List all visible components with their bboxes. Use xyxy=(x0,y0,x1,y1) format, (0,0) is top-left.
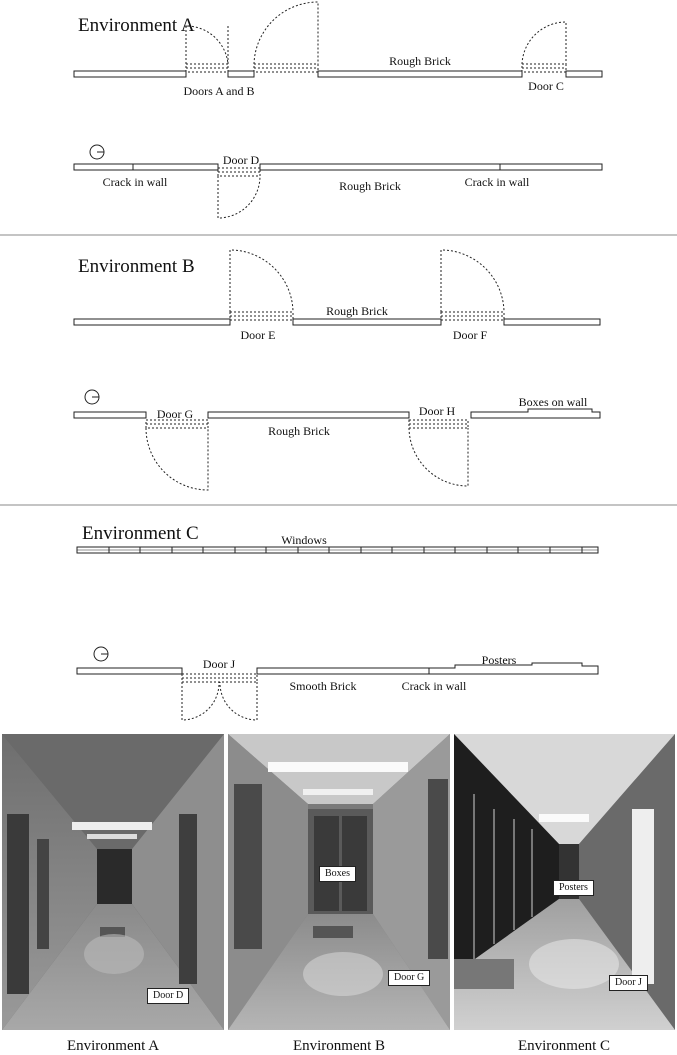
env-b-top-wall xyxy=(74,319,600,325)
env-a-doors-ab xyxy=(186,2,318,72)
env-a-door-c-label: Door C xyxy=(528,79,564,93)
photo-environment-a xyxy=(2,734,224,1030)
photo-environment-b xyxy=(228,734,450,1030)
env-b-boxes-label: Boxes on wall xyxy=(518,395,588,409)
env-b-door-e-label: Door E xyxy=(240,328,276,342)
env-c-crack-label: Crack in wall xyxy=(401,679,467,693)
env-a-top-wall xyxy=(74,71,602,77)
photo-c-tag-posters: Posters xyxy=(553,880,594,896)
env-a-crack-left-label: Crack in wall xyxy=(102,175,168,189)
env-b-door-h xyxy=(409,420,468,486)
caption-environment-a: Environment A xyxy=(66,1038,160,1054)
env-b-door-f xyxy=(441,250,504,320)
env-c-door-j xyxy=(182,674,257,720)
env-b-bottom-wall-label: Rough Brick xyxy=(268,424,330,438)
caption-environment-c: Environment C xyxy=(517,1038,611,1054)
env-a-door-d xyxy=(218,168,260,218)
env-a-doors-ab-label: Doors A and B xyxy=(183,84,255,98)
caption-environment-b: Environment B xyxy=(292,1038,386,1054)
env-b-door-h-label: Door H xyxy=(418,404,456,418)
env-c-bottom-wall xyxy=(77,647,598,674)
photo-c-tag-door-j: Door J xyxy=(609,975,648,991)
env-a-title: Environment A xyxy=(78,15,195,36)
env-b-door-e xyxy=(230,250,293,320)
env-c-windows xyxy=(77,547,598,553)
env-c-posters-label: Posters xyxy=(481,653,517,667)
photo-a-tag-door-d: Door D xyxy=(147,988,189,1004)
env-c-title: Environment C xyxy=(82,523,199,544)
env-a-crack-right-label: Crack in wall xyxy=(464,175,530,189)
env-a-bottom-wall xyxy=(74,145,602,170)
env-a-door-d-label: Door D xyxy=(222,153,260,167)
env-a-top-wall-label: Rough Brick xyxy=(389,54,451,68)
photo-b-tag-door-g: Door G xyxy=(388,970,430,986)
env-c-smooth-label: Smooth Brick xyxy=(289,679,357,693)
env-b-door-g xyxy=(146,420,208,490)
photo-b-tag-boxes: Boxes xyxy=(319,866,356,882)
env-b-door-g-label: Door G xyxy=(156,407,194,421)
env-b-top-wall-label: Rough Brick xyxy=(326,304,388,318)
env-a-bottom-wall-label: Rough Brick xyxy=(339,179,401,193)
env-c-door-j-label: Door J xyxy=(202,657,236,671)
photo-environment-c xyxy=(454,734,675,1030)
env-b-door-f-label: Door F xyxy=(452,328,488,342)
env-b-title: Environment B xyxy=(78,256,195,277)
env-c-windows-label: Windows xyxy=(281,533,327,547)
env-a-door-c xyxy=(522,22,566,72)
